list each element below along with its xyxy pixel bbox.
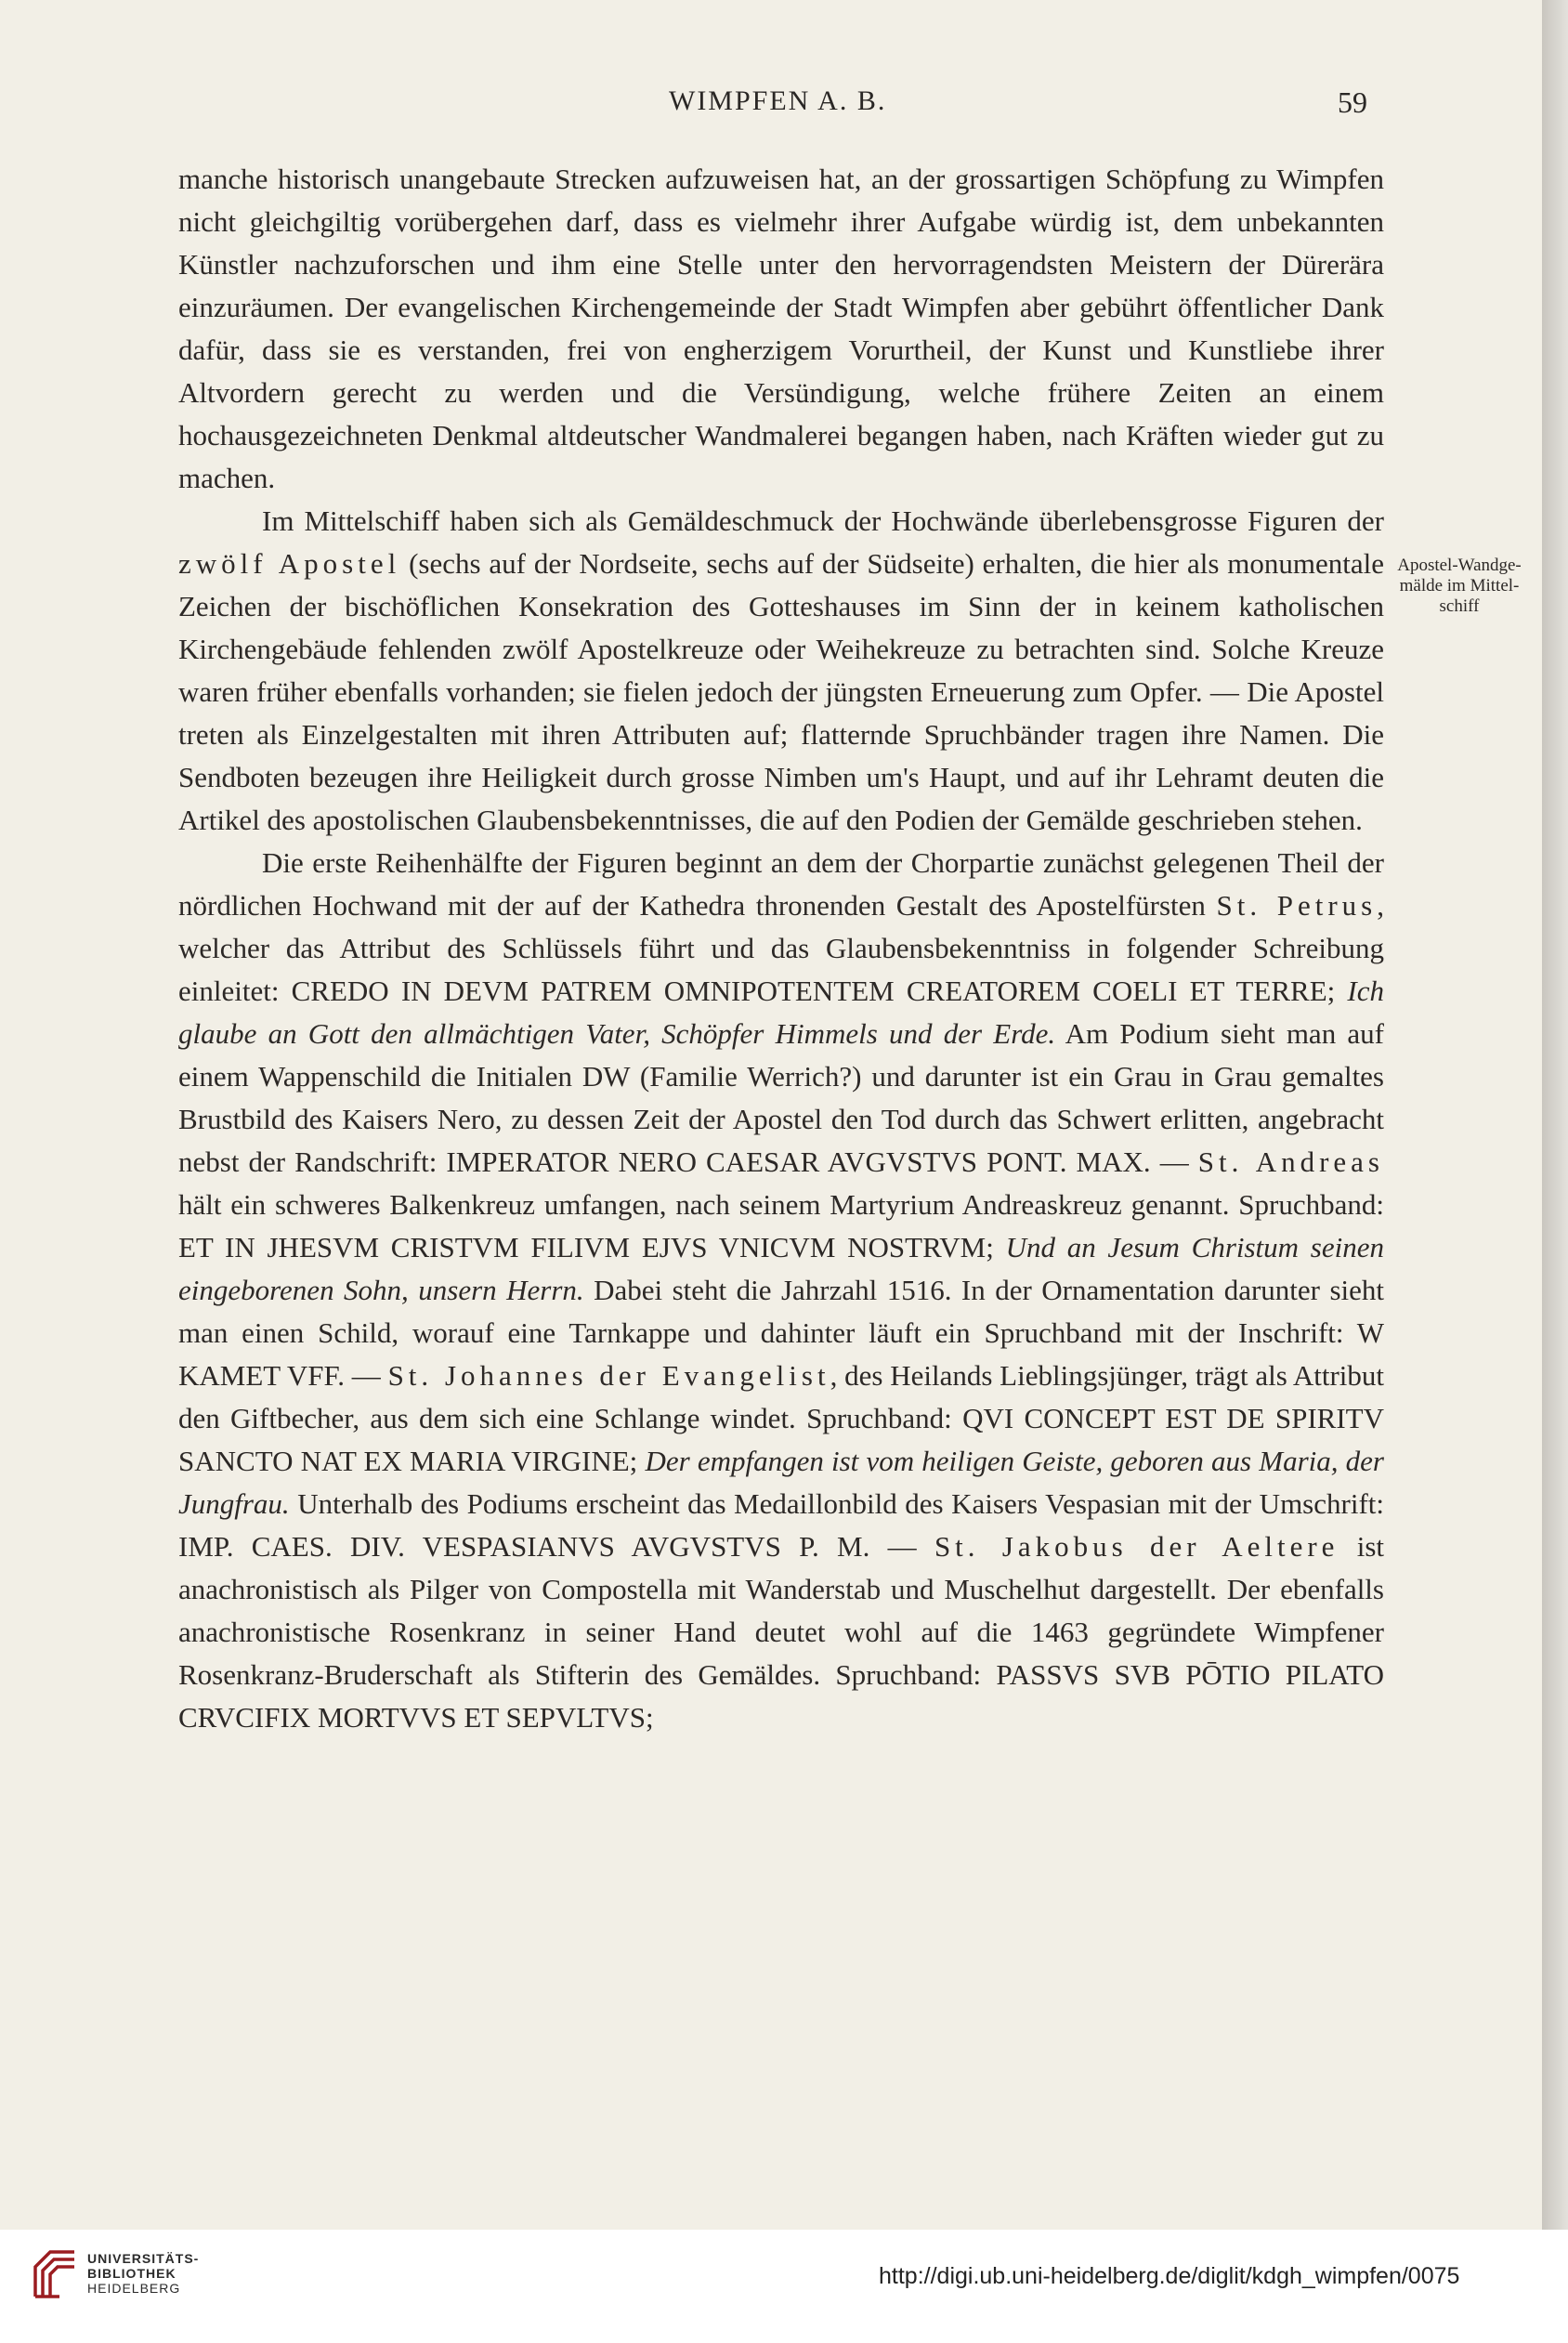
page-number: 59 xyxy=(1338,85,1367,119)
paragraph-3-text-13: Unterhalb des Podiums erscheint das Medaillonbild des Kaisers Vespasian mit der Umschrift: IMP. CAES. DIV. VESPASIANVS AVGVSTVS P. M. — xyxy=(178,1487,1384,1563)
margin-note-line: mälde im Mittel- xyxy=(1399,576,1520,596)
paragraph-1: manche historisch unangebaute Strecken aufzuweisen hat, an der grossartigen Schöpfung zu Wimpfen nicht gleichgiltig vorübergehen darf, dass es vielmehr ihrer Aufgabe würdig ist, dem unbekannten Künstler nachzuforschen und ihm eine Stelle unter den hervorragendsten Meistern der Dürerära einzuräumen. Der evangelischen Kirchengemeinde der Stadt Wimpfen aber gebührt öffentlicher Dank dafür, dass sie es verstanden, frei von engherzigem Vorurtheil, der Kunst und Kunstliebe ihrer Altvordern gerecht zu werden und die Versündigung, welche frühere Zeiten an einem hochausgezeichneten Denkmal altdeutscher Wandmalerei begangen haben, nach Kräften wieder gut zu machen. xyxy=(178,163,1384,494)
italic-translation-credo: Ich glaube an Gott den allmächtigen Vater, Schöpfer Himmels und der Erde. xyxy=(178,975,1384,1050)
italic-translation-jesum: Und an Jesum Christum seinen eingeborenen Sohn, unsern Herrn. xyxy=(178,1231,1384,1306)
spaced-term-zwoelf-apostel: zwölf Apostel xyxy=(178,547,401,580)
paragraph-2 xyxy=(178,500,1384,842)
footer-bar xyxy=(0,2230,1568,2343)
italic-translation-concept: Der empfangen ist vom heiligen Geiste, geboren aus Maria, der Jungfrau. xyxy=(178,1445,1384,1520)
library-name-line: UNIVERSITÄTS- xyxy=(87,2251,200,2266)
library-name xyxy=(87,2251,199,2296)
paragraph-2-text-a: Im Mittelschiff haben sich als Gemäldeschmuck der Hochwände überlebensgrosse Figuren der xyxy=(262,504,1384,537)
paragraph-2-text-c: (sechs auf der Nordseite, sechs auf der Südseite) erhalten, die hier als monumentale Zeichen der bischöflichen Konsekration des Gotteshauses im Sinn der in keinem katholischen Kirchengebäude fehlenden zwölf Apostelkreuze oder Weihekreuze zu betrachten sind. Solche Kreuze waren früher ebenfalls vorhanden; sie fielen jedoch der jüngsten Erneuerung zum Opfer. — Die Apostel treten als Einzelgestalten mit ihren Attributen auf; flatternde Spruchbänder tragen ihre Namen. Die Sendboten bezeugen ihre Heiligkeit durch grosse Nimben um's Haupt, und auf ihr Lehramt deuten die Artikel des apostolischen Glaubensbekenntnisses, die auf den Podien der Gemälde geschrieben stehen. xyxy=(178,547,1384,836)
spaced-name-andreas: St. Andreas xyxy=(1197,1145,1384,1178)
spaced-name-jakobus: St. Jakobus der Aeltere xyxy=(934,1530,1339,1563)
margin-note-line: Apostel-Wandge- xyxy=(1397,556,1522,575)
body-text xyxy=(178,158,1384,1739)
library-name-line: HEIDELBERG xyxy=(87,2281,181,2296)
paragraph-3-text-15: ist anachronistisch als Pilger von Compostella mit Wanderstab und Muschelhut dargestellt. Der ebenfalls anachronistische Rosenkranz in seiner Hand deutet wohl auf die 1463 gegründete Wimpfener Rosenkranz-Bruderschaft als Stifterin des Gemäldes. Spruchband: PASSVS SVB PŌTIO PILATO CRVCIFIX MORTVVS ET SEPVLTVS; xyxy=(178,1530,1384,1734)
paragraph-3-text-3: , welcher das Attribut des Schlüssels führt und das Glaubensbekenntniss in folgender Schreibung einleitet: CREDO IN DEVM PATREM OMNIPOTENTEM CREATOREM COELI ET TERRE; xyxy=(178,889,1384,1007)
paragraph-3 xyxy=(178,842,1384,1739)
margin-note xyxy=(1367,556,1551,617)
paragraph-3-text-5: Am Podium sieht man auf einem Wappenschild die Initialen DW (Familie Werrich?) und darunter ist ein Grau in Grau gemaltes Brustbild des Kaisers Nero, zu dessen Zeit der Apostel den Tod durch das Schwert erlitten, angebracht nebst der Randschrift: IMPERATOR NERO CAESAR AVGVSTVS PONT. MAX. — xyxy=(178,1017,1384,1178)
page-edge-shadow xyxy=(1542,0,1568,2230)
paragraph-3-text-9: Dabei steht die Jahrzahl 1516. In der Ornamentation darunter sieht man einen Schild, worauf eine Tarnkappe und dahinter läuft ein Spruchband mit der Inschrift: W KAMET VFF. — xyxy=(178,1274,1384,1392)
spaced-name-petrus: St. Petrus xyxy=(1216,889,1378,922)
library-name-line: BIBLIOTHEK xyxy=(87,2266,176,2281)
paragraph-3-text-1: Die erste Reihenhälfte der Figuren beginnt an dem der Chorpartie zunächst gelegenen Theil der nördlichen Hochwand mit der auf der Kathedra thronenden Gestalt des Apostelfürsten xyxy=(178,846,1384,922)
paragraph-3-text-11: , des Heilands Lieblingsjünger, trägt als Attribut den Giftbecher, aus dem sich eine Schlange windet. Spruchband: QVI CONCEPT EST DE SPIRITV SANCTO NAT EX MARIA VIRGINE; xyxy=(178,1359,1384,1477)
margin-note-line: schiff xyxy=(1439,596,1480,616)
source-url-link[interactable]: http://digi.ub.uni-heidelberg.de/diglit/kdgh_wimpfen/0075 xyxy=(879,2263,1460,2289)
running-title: WIMPFEN A. B. xyxy=(669,85,887,116)
spaced-name-johannes: St. Johannes der Evangelist xyxy=(387,1359,830,1392)
library-logo-icon xyxy=(32,2248,78,2300)
paragraph-3-text-7: hält ein schweres Balkenkreuz umfangen, nach seinem Martyrium Andreaskreuz genannt. Spruchband: ET IN JHESVM CRISTVM FILIVM EJVS VNICVM NOSTRVM; xyxy=(178,1188,1384,1263)
running-head xyxy=(0,85,1568,123)
